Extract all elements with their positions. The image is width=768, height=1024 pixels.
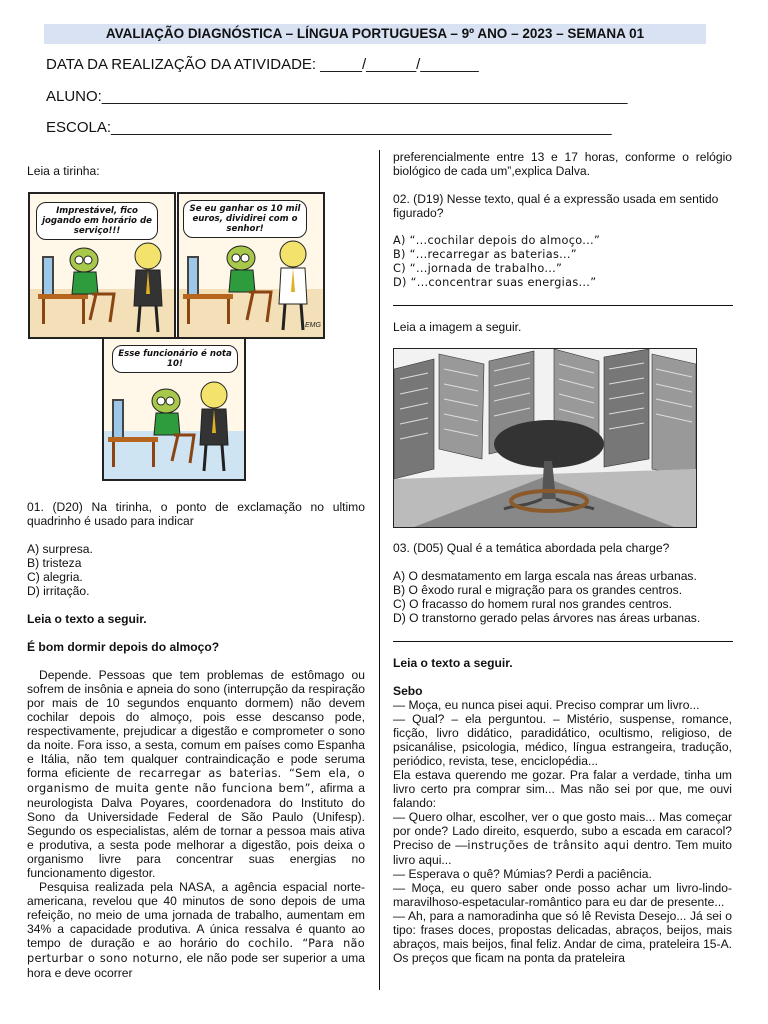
separator-2 (393, 641, 733, 642)
q1-option-d[interactable]: D) irritação. (27, 584, 90, 598)
story-line-4-part-b: instruções de trânsito aqui (467, 839, 630, 852)
student-name-field-line[interactable]: ALUNO:_______________________________________________________________ (46, 88, 628, 105)
paragraph-1-part-a: Depende. Pessoas que tem problemas de estômago ou sofrem de insônia e apneia do sono (interrupção da respiração por mais de 10 segundos enquanto dormem) não devem cochilar depois do almoço, pois esse descanso pode, respectivamente, prejudicar a digestão e comprometer o sono da noite. Fora isso, a sesta, comum em países como Espanha e Itália, não tem qualquer contraindicação e pode seruma forma eficiente (27, 668, 365, 780)
text-1-continuation: preferencialmente entre 13 e 17 horas, conforme o relógio biológico de cada um”,explica Dalva. (393, 150, 732, 178)
left-column (27, 150, 365, 178)
cartoon-drawing (394, 349, 696, 527)
comic-panel-2 (177, 192, 325, 339)
text-2-title: Sebo (393, 684, 423, 698)
question-1-stem: 01. (D20) Na tirinha, o ponto de exclamação no ultimo quadrinho é usado para indicar (27, 500, 365, 528)
column-divider (379, 150, 380, 990)
comic-intro: Leia a tirinha: (27, 164, 100, 178)
question-3-stem: 03. (D05) Qual é a temática abordada pela charge? (393, 541, 670, 555)
speech-bubble-1: Imprestável, fico jogando em horário de serviço!!! (36, 202, 158, 240)
image-intro: Leia a imagem a seguir. (393, 320, 522, 334)
cartoon-image (393, 348, 697, 528)
story-line-5: — Esperava o quê? Múmias? Perdi a paciência. (393, 867, 652, 881)
q1-option-a[interactable]: A) surpresa. (27, 542, 93, 556)
story-line-3: Ela estava querendo me gozar. Pra falar a verdade, tinha um livro certo pra comprar sim... Mas não sei por que, me ouvi falando: (393, 768, 732, 810)
comic-panel-1 (28, 192, 176, 339)
q2-option-d[interactable]: D) “...concentrar suas energias...” (393, 276, 597, 289)
q1-option-b[interactable]: B) tristeza (27, 556, 82, 570)
text-2-intro: Leia o texto a seguir. (393, 656, 513, 670)
paragraph-2-part-c: ele não pode ser superior a uma hora e deve ocorrer (27, 951, 365, 980)
paragraph-2-quote: cochilo. “Para não perturbar o sono noturno, (27, 937, 365, 965)
story-line-4 (393, 810, 732, 867)
separator-1 (393, 305, 733, 306)
school-field-line[interactable]: ESCOLA:____________________________________________________________ (46, 119, 612, 136)
text-1-title: É bom dormir depois do almoço? (27, 640, 220, 654)
q2-option-a[interactable]: A) “...cochilar depois do almoço...” (393, 234, 601, 247)
q3-option-b[interactable]: B) O êxodo rural e migração para os grandes centros. (393, 583, 683, 597)
story-line-2: — Qual? – ela perguntou. – Mistério, suspense, romance, ficção, livro didático, paradidático, ocultismo, religioso, de psicanálise, psicologia, médico, língua estrangeira, tradução, periódico, revista, tese, enciclopédia... (393, 712, 732, 768)
q2-option-b[interactable]: B) “...recarregar as baterias...” (393, 248, 577, 261)
q3-option-d[interactable]: D) O transtorno gerado pelas árvores nas áreas urbanas. (393, 611, 701, 625)
paragraph-1-part-c: afirma a neurologista Dalva Poyares, coordenadora do Instituto do Sono da Universidade Federal de São Paulo (Unifesp). Segundo os especialistas, além de tornar a pessoa mais ativa e produtiva, a sesta pode melhorar a digestão, pois deixa o organismo livre para concentrar suas energias no funcionamento digestor. (27, 781, 365, 880)
question-2-stem: 02. (D19) Nesse texto, qual é a expressão usada em sentido figurado? (393, 192, 719, 220)
paragraph-1-quote: de recarregar as baterias. “Sem ela, o organismo de muita gente não funciona bem”, (27, 767, 365, 795)
speech-bubble-3: Esse funcionário é nota 10! (112, 345, 238, 373)
story-line-7: — Ah, para a namoradinha que só lê Revista Desejo... Já sei o tipo: frases doces, propostas delicadas, abraços, beijos, mais abraços, mais beijos, final feliz. Andar de cima, prateleira 15-A. Os preços que ficam na ponta da prateleira (393, 909, 732, 965)
q1-option-c[interactable]: C) alegria. (27, 570, 83, 584)
text-1-paragraph-1 (27, 668, 365, 880)
story-line-4-part-a: — Quero olhar, escolher, ver o que gosto mais... Mas começar por onde? Lado direito, esquerdo, subo a escada em caracol? Preciso de — (393, 810, 732, 852)
q3-option-c[interactable]: C) O fracasso do homem rural nos grandes centros. (393, 597, 672, 611)
comic-panel-3 (102, 337, 246, 481)
paragraph-2-part-a: Pesquisa realizada pela NASA, a agência espacial norte-americana, revelou que 40 minutos de sono depois de uma refeição, no meio de uma jornada de trabalho, aumentam em 34% a capacidade produtiva. A única ressalva é quanto ao tempo de duração e ao horário do (27, 880, 365, 950)
story-line-6: — Moça, eu quero saber onde posso achar um livro-lindo-maravilhoso-espetacular-romântico para eu dar de presente... (393, 881, 732, 909)
right-column-top (393, 150, 732, 290)
story-line-1: — Moça, eu nunca pisei aqui. Preciso comprar um livro... (393, 698, 700, 712)
q2-option-c[interactable]: C) “...jornada de trabalho...” (393, 262, 563, 275)
text-1-intro: Leia o texto a seguir. (27, 612, 147, 626)
text-2-block (393, 656, 732, 965)
date-field-line[interactable]: DATA DA REALIZAÇÃO DA ATIVIDADE: _____/______/_______ (46, 56, 479, 73)
image-intro-block (393, 320, 732, 334)
question-3 (393, 541, 732, 625)
text-1-paragraph-2 (27, 880, 365, 980)
speech-bubble-2: Se eu ganhar os 10 mil euros, dividirei com o senhor! (183, 200, 307, 238)
q3-option-a[interactable]: A) O desmatamento em larga escala nas áreas urbanas. (393, 569, 697, 583)
artist-signature: EMG (305, 322, 321, 329)
story-line-4-part-c: dentro. Tem muito livro aqui... (393, 838, 732, 867)
exam-title-banner: AVALIAÇÃO DIAGNÓSTICA – LÍNGUA PORTUGUESA – 9º ANO – 2023 – SEMANA 01 (44, 24, 706, 44)
question-1 (27, 500, 365, 980)
